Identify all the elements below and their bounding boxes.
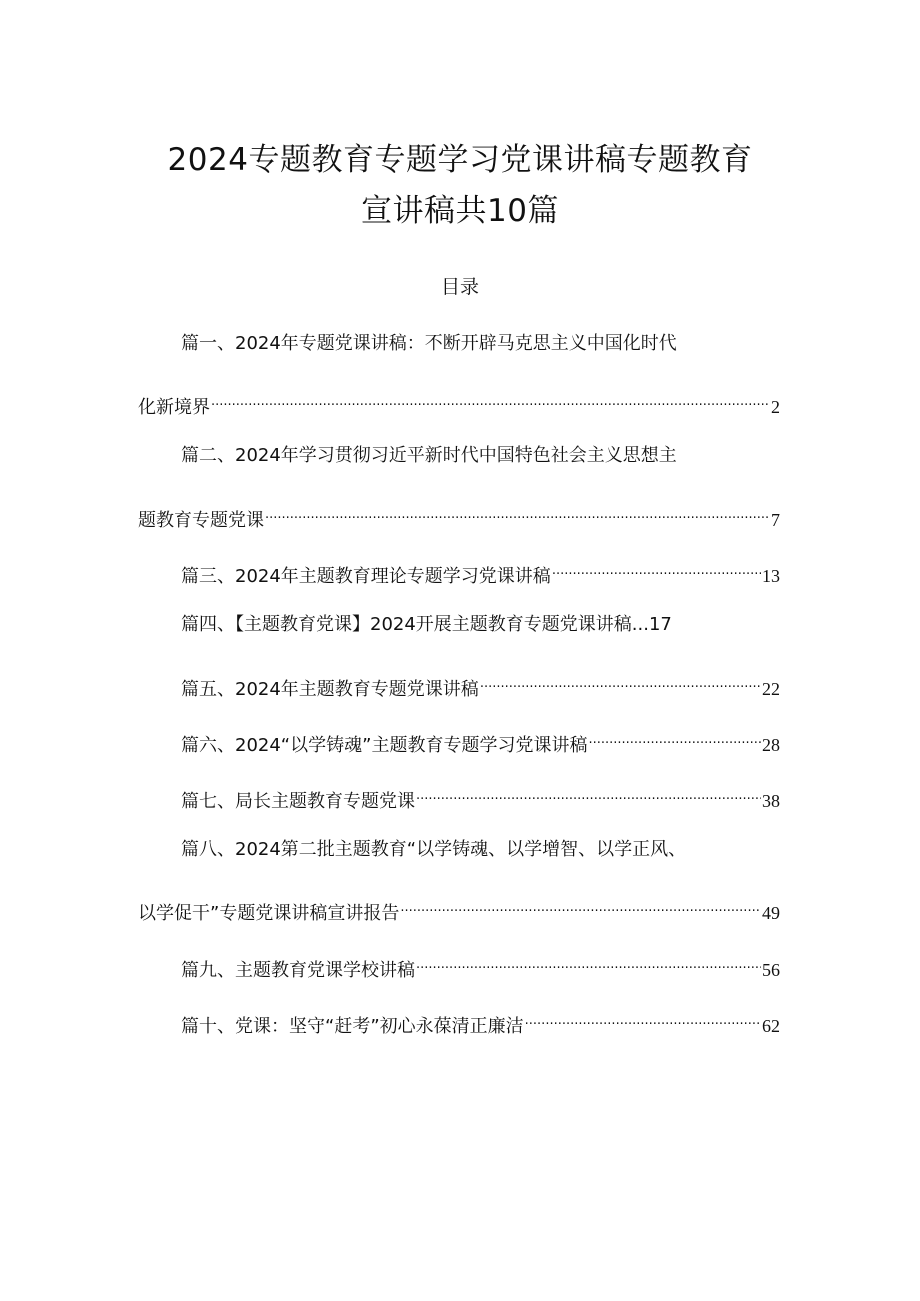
document-title-line-1: 2024专题教育专题学习党课讲稿专题教育: [167, 142, 753, 178]
toc-entry-6-title: 篇六、2024“以学铸魂”主题教育专题学习党课讲稿: [181, 735, 588, 756]
toc-entry-8-line-1[interactable]: [181, 837, 686, 863]
toc-entry-1-line-2[interactable]: [138, 387, 780, 421]
toc-entry-2-line-2[interactable]: [138, 500, 780, 534]
toc-entry-5-page: 22: [762, 679, 780, 699]
toc-leader-dots: [416, 950, 761, 976]
toc-entry-2-line-1[interactable]: [181, 443, 677, 469]
toc-entry-10-title: 篇十、党课：坚守“赶考”初心永葆清正廉洁: [181, 1016, 524, 1037]
toc-leader-dots: [525, 1006, 761, 1032]
toc-leader-dots: [552, 556, 761, 582]
toc-entry-1-page: 2: [771, 397, 780, 417]
toc-entry-9-page: 56: [762, 960, 780, 980]
toc-entry-7-title: 篇七、局长主题教育专题党课: [181, 791, 415, 812]
toc-entry-10-page: 62: [762, 1016, 780, 1036]
toc-entry-7-page: 38: [762, 791, 780, 811]
toc-entry-3-page: 13: [762, 566, 780, 586]
toc-leader-dots: [400, 893, 761, 919]
toc-entry-6[interactable]: [181, 725, 780, 759]
toc-entry-4-title: 篇四、【主题教育党课】2024开展主题教育专题党课讲稿...17: [181, 614, 672, 635]
toc-entry-2-page: 7: [771, 510, 780, 530]
toc-leader-dots: [416, 781, 761, 807]
document-title-line-2: 宣讲稿共10篇: [361, 193, 559, 229]
toc-entry-1-title: 篇一、2024年专题党课讲稿：不断开辟马克思主义中国化时代: [181, 333, 677, 354]
toc-entry-5-title: 篇五、2024年主题教育专题党课讲稿: [181, 679, 479, 700]
toc-leader-dots: [480, 669, 761, 695]
toc-entry-2-title: 篇二、2024年学习贯彻习近平新时代中国特色社会主义思想主: [181, 445, 677, 466]
toc-entry-8-title-cont: 以学促干”专题党课讲稿宣讲报告: [138, 903, 400, 924]
toc-entry-8-line-2[interactable]: [138, 893, 780, 927]
toc-entry-8-title: 篇八、2024第二批主题教育“以学铸魂、以学增智、以学正风、: [181, 839, 687, 860]
toc-entry-8-page: 49: [762, 903, 780, 923]
toc-entry-9[interactable]: [181, 950, 780, 984]
toc-entry-5[interactable]: [181, 669, 780, 703]
toc-leader-dots: [211, 387, 770, 413]
toc-entry-3-title: 篇三、2024年主题教育理论专题学习党课讲稿: [181, 566, 551, 587]
toc-entry-1-title-cont: 化新境界: [138, 397, 210, 418]
toc-entry-2-title-cont: 题教育专题党课: [138, 510, 264, 531]
toc-entry-3[interactable]: [181, 556, 780, 590]
toc-heading: 目录: [440, 276, 479, 298]
toc-entry-9-title: 篇九、主题教育党课学校讲稿: [181, 960, 415, 981]
toc-entry-4[interactable]: [181, 612, 672, 638]
toc-entry-7[interactable]: [181, 781, 780, 815]
toc-entry-6-page: 28: [762, 735, 780, 755]
toc-leader-dots: [265, 500, 770, 526]
toc-leader-dots: [588, 725, 761, 751]
toc-entry-10[interactable]: [181, 1006, 780, 1040]
toc-entry-1-line-1[interactable]: [181, 331, 677, 357]
